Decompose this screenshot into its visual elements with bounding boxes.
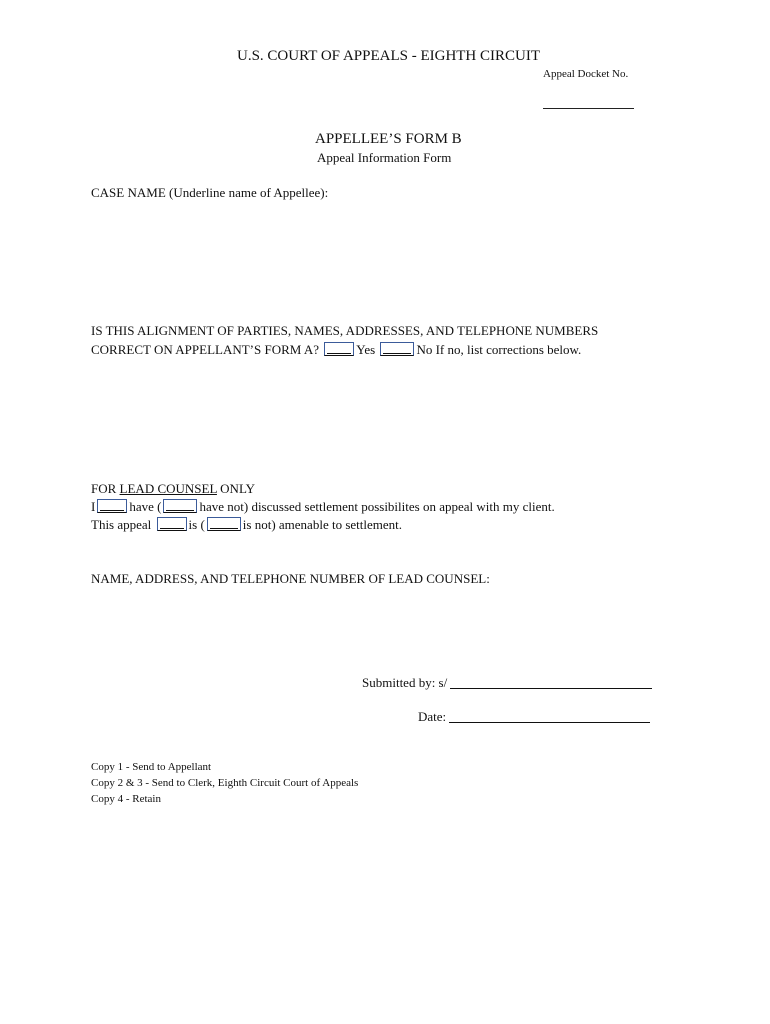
lead-counsel-info-label: NAME, ADDRESS, AND TELEPHONE NUMBER OF LEAD COUNSEL: [91, 571, 490, 586]
alignment-yes-label: Yes [356, 342, 376, 357]
settlement-line2-rest: is not) amenable to settlement. [242, 517, 403, 532]
submitted-by-field[interactable] [450, 688, 652, 689]
copy-instruction-2: Copy 2 & 3 - Send to Clerk, Eighth Circuit Court of Appeals [91, 777, 359, 789]
court-title: U.S. COURT OF APPEALS - EIGHTH CIRCUIT [237, 48, 541, 64]
alignment-yes-checkbox[interactable] [324, 342, 354, 356]
is-not-amenable-checkbox[interactable] [207, 517, 241, 531]
form-title: APPELLEE’S FORM B [315, 131, 462, 147]
case-name-label: CASE NAME (Underline name of Appellee): [91, 185, 329, 200]
lead-counsel-heading [91, 481, 255, 497]
is-amenable-checkbox[interactable] [157, 517, 187, 531]
lead-counsel-heading-prefix: FOR [91, 481, 120, 496]
docket-label: Appeal Docket No. [543, 68, 629, 80]
have-not-discussed-checkbox[interactable] [163, 499, 197, 513]
date-row [418, 709, 650, 725]
alignment-no-label: No If no, list corrections below. [416, 342, 582, 357]
date-field[interactable] [449, 722, 650, 723]
settlement-line2-is: is ( [188, 517, 205, 532]
have-discussed-checkbox[interactable] [97, 499, 127, 513]
settlement-line1-rest: have not) discussed settlement possibilites on appeal with my client. [199, 499, 555, 514]
copy-instruction-1: Copy 1 - Send to Appellant [91, 761, 212, 773]
copy-instruction-3: Copy 4 - Retain [91, 793, 161, 805]
form-subtitle: Appeal Information Form [317, 150, 452, 165]
docket-number-field[interactable] [543, 108, 634, 109]
settlement-amenable-line [91, 517, 402, 533]
alignment-question-prefix: CORRECT ON APPELLANT’S FORM A? [91, 342, 320, 357]
date-label: Date: [418, 709, 447, 724]
lead-counsel-heading-suffix: ONLY [216, 481, 255, 496]
alignment-question-line1: IS THIS ALIGNMENT OF PARTIES, NAMES, ADDRESSES, AND TELEPHONE NUMBERS [91, 323, 599, 338]
alignment-question-line2 [91, 342, 581, 358]
submitted-by-label: Submitted by: s/ [362, 675, 448, 690]
settlement-line1-have: have ( [129, 499, 162, 514]
settlement-line1-start: I [91, 499, 96, 514]
settlement-discussed-line [91, 499, 555, 515]
submitted-by-row [362, 675, 652, 691]
lead-counsel-heading-underlined: LEAD COUNSEL [119, 481, 217, 496]
alignment-no-checkbox[interactable] [380, 342, 414, 356]
settlement-line2-start: This appeal [91, 517, 152, 532]
